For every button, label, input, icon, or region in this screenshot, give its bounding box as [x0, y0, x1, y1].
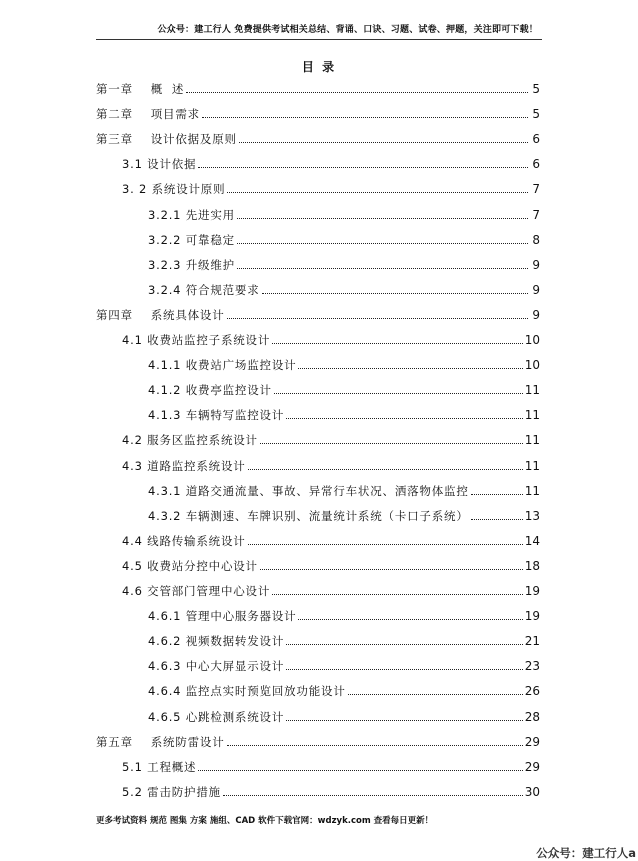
toc-entry-label: 4.1 收费站监控子系统设计	[122, 333, 271, 347]
toc-entry[interactable]	[148, 657, 540, 673]
toc-entry[interactable]	[148, 281, 540, 297]
toc-entry-label: 3.2.2 可靠稳定	[148, 233, 235, 247]
toc-entry[interactable]	[148, 406, 540, 422]
toc-entry-label: 第二章 项目需求	[96, 107, 200, 121]
toc-entry[interactable]	[122, 180, 540, 196]
toc-entry[interactable]	[96, 80, 540, 96]
toc-entry-label: 4.3.2 车辆测速、车牌识别、流量统计系统（卡口子系统）	[148, 509, 469, 523]
toc-dot-leader	[471, 519, 523, 520]
toc-dot-leader	[348, 694, 523, 695]
toc-entry[interactable]	[96, 733, 540, 749]
toc-entry-page: 11	[524, 408, 540, 422]
toc-entry-page: 8	[532, 233, 540, 247]
toc-entry-page: 13	[524, 509, 540, 523]
toc-entry-page: 21	[524, 634, 540, 648]
toc-entry-page: 10	[524, 333, 540, 347]
toc-dot-leader	[471, 494, 523, 495]
toc-entry-label: 4.1.2 收费亭监控设计	[148, 383, 272, 397]
toc-entry[interactable]	[122, 532, 540, 548]
toc-dot-leader	[237, 268, 528, 269]
toc-entry[interactable]	[122, 331, 540, 347]
toc-entry[interactable]	[122, 758, 540, 774]
toc-entry[interactable]	[148, 708, 540, 724]
toc-dot-leader	[298, 619, 522, 620]
toc-entry-label: 4.1.3 车辆特写监控设计	[148, 408, 285, 422]
toc-entry-label: 4.4 线路传输系统设计	[122, 534, 246, 548]
toc-entry-page: 6	[532, 132, 540, 146]
toc-entry-label: 4.6.1 管理中心服务器设计	[148, 609, 297, 623]
toc-entry-label: 4.6 交管部门管理中心设计	[122, 584, 271, 598]
footer-note: 更多考试资料 规范 图集 方案 施组、CAD 软件下载官网：wdzyk.com 查看每日更新！	[96, 816, 434, 826]
toc-entry-page: 23	[524, 659, 540, 673]
toc-entry-page: 14	[524, 534, 540, 548]
toc-dot-leader	[227, 192, 528, 193]
toc-dot-leader	[248, 469, 523, 470]
toc-dot-leader	[286, 720, 523, 721]
toc-entry[interactable]	[122, 582, 540, 598]
toc-entry-label: 4.5 收费站分控中心设计	[122, 559, 258, 573]
toc-entry-page: 5	[532, 82, 540, 96]
toc-dot-leader	[239, 142, 528, 143]
toc-entry[interactable]	[148, 507, 540, 523]
toc-entry-label: 4.6.2 视频数据转发设计	[148, 634, 285, 648]
toc-entry-label: 4.1.1 收费站广场监控设计	[148, 358, 297, 372]
toc-dot-leader	[286, 669, 523, 670]
toc-entry[interactable]	[148, 682, 540, 698]
toc-entry-label: 4.3.1 道路交通流量、事故、异常行车状况、洒落物体监控	[148, 484, 469, 498]
toc-entry-label: 第五章 系统防雷设计	[96, 735, 225, 749]
toc-entry-page: 30	[524, 785, 540, 799]
toc-entry-label: 4.2 服务区监控系统设计	[122, 433, 258, 447]
toc-dot-leader	[198, 770, 522, 771]
toc-dot-leader	[248, 544, 523, 545]
toc-dot-leader	[286, 644, 523, 645]
toc-title: 目 录	[301, 60, 337, 74]
toc-entry[interactable]	[148, 381, 540, 397]
toc-entry-page: 29	[524, 735, 540, 749]
toc-entry-label: 4.6.3 中心大屏显示设计	[148, 659, 285, 673]
toc-entry-label: 第四章 系统具体设计	[96, 308, 225, 322]
toc-entry[interactable]	[122, 457, 540, 473]
toc-entry[interactable]	[122, 557, 540, 573]
toc-entry[interactable]	[148, 231, 540, 247]
toc-entry[interactable]	[96, 105, 540, 121]
toc-entry[interactable]	[122, 431, 540, 447]
toc-entry-page: 18	[524, 559, 540, 573]
toc-entry[interactable]	[148, 632, 540, 648]
toc-entry[interactable]	[148, 256, 540, 272]
toc-entry-page: 7	[532, 208, 540, 222]
toc-entry[interactable]	[148, 356, 540, 372]
toc-dot-leader	[202, 117, 528, 118]
toc-entry-label: 4.6.4 监控点实时预览回放功能设计	[148, 684, 346, 698]
toc-entry-page: 11	[524, 433, 540, 447]
toc-entry-page: 5	[532, 107, 540, 121]
toc-entry-page: 26	[524, 684, 540, 698]
toc-entry-page: 10	[524, 358, 540, 372]
toc-entry-page: 19	[524, 609, 540, 623]
toc-entry-label: 5.1 工程概述	[122, 760, 197, 774]
toc-entry-label: 第三章 设计依据及原则	[96, 132, 237, 146]
toc-dot-leader	[237, 218, 528, 219]
toc-entry[interactable]	[122, 783, 540, 799]
toc-dot-leader	[298, 368, 522, 369]
toc-entry-page: 7	[532, 182, 540, 196]
header-note: 公众号：建工行人 免费提供考试相关总结、背诵、口诀、习题、试卷、押题，关注即可下载！	[157, 25, 538, 35]
toc-entry-label: 3.1 设计依据	[122, 157, 197, 171]
toc-entry-page: 9	[532, 258, 540, 272]
toc-entry-page: 6	[532, 157, 540, 171]
toc-dot-leader	[286, 418, 523, 419]
toc-entry[interactable]	[122, 155, 540, 171]
toc-entry[interactable]	[148, 206, 540, 222]
toc-entry-page: 19	[524, 584, 540, 598]
toc-dot-leader	[186, 92, 528, 93]
toc-dot-leader	[272, 343, 523, 344]
header-divider	[96, 39, 542, 40]
toc-entry[interactable]	[148, 607, 540, 623]
toc-entry-label: 3.2.3 升级维护	[148, 258, 235, 272]
toc-entry-label: 第一章 概 述	[96, 82, 185, 96]
toc-entry-page: 9	[532, 283, 540, 297]
toc-dot-leader	[272, 594, 523, 595]
toc-dot-leader	[237, 243, 528, 244]
toc-dot-leader	[223, 795, 523, 796]
toc-dot-leader	[227, 318, 528, 319]
toc-dot-leader	[260, 443, 523, 444]
toc-entry-page: 29	[524, 760, 540, 774]
toc-dot-leader	[227, 745, 523, 746]
toc-dot-leader	[198, 167, 528, 168]
toc-entry-page: 11	[524, 484, 540, 498]
toc-entry-page: 11	[524, 383, 540, 397]
toc-entry[interactable]	[96, 306, 540, 322]
toc-entry[interactable]	[148, 482, 540, 498]
toc-entry-page: 28	[524, 710, 540, 724]
toc-entry-label: 4.3 道路监控系统设计	[122, 459, 246, 473]
toc-dot-leader	[262, 293, 528, 294]
toc-entry-label: 3.2.4 符合规范要求	[148, 283, 260, 297]
toc-entry[interactable]	[96, 130, 540, 146]
toc-entry-label: 5.2 雷击防护措施	[122, 785, 221, 799]
toc-entry-page: 9	[532, 308, 540, 322]
toc-dot-leader	[260, 569, 523, 570]
toc-entry-label: 4.6.5 心跳检测系统设计	[148, 710, 285, 724]
toc-dot-leader	[274, 393, 523, 394]
toc-entry-label: 3.2.1 先进实用	[148, 208, 235, 222]
footer-watermark: 公众号：建工行人a	[536, 846, 636, 860]
toc-entry-label: 3. 2 系统设计原则	[122, 182, 226, 196]
toc-entry-page: 11	[524, 459, 540, 473]
